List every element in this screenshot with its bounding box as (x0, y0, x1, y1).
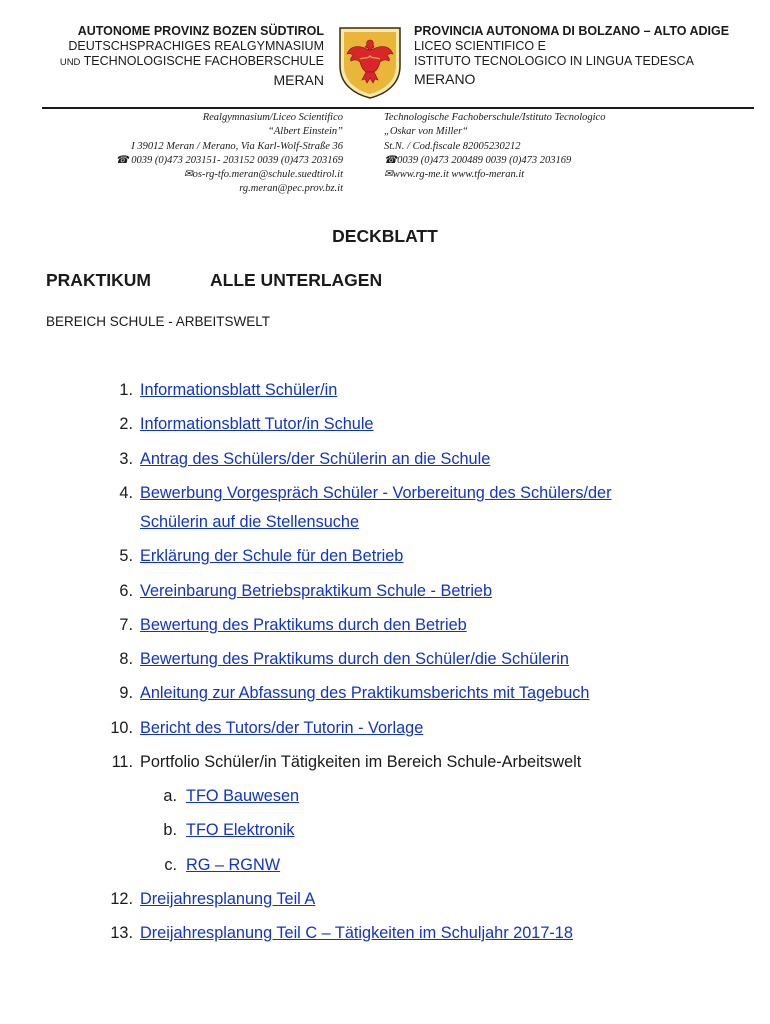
list-item-number: a. (163, 787, 177, 805)
list-item-number: 8. (119, 650, 133, 668)
header-province-it: PROVINCIA AUTONOMA DI BOLZANO – ALTO ADIGE (414, 24, 730, 38)
list-item-number: 2. (119, 415, 133, 433)
document-link-continued[interactable]: Schülerin auf die Stellensuche (140, 513, 360, 531)
subtitle-praktikum: PRAKTIKUM (46, 270, 151, 290)
address-line: „Oskar von Miller“ (384, 126, 468, 138)
document-link[interactable]: Bewerbung Vorgespräch Schüler - Vorbereitung des Schülers/der (140, 484, 612, 502)
header-school-de-line1: DEUTSCHSPRACHIGES REALGYMNASIUM (68, 39, 324, 53)
header-divider (42, 107, 754, 109)
address-email[interactable]: ✉os-rg-tfo.meran@schule.suedtirol.it (183, 169, 343, 181)
list-item-number: 12. (110, 890, 133, 908)
header-city-de: MERAN (273, 72, 324, 88)
list-item-number: 3. (119, 450, 133, 468)
header-german (40, 24, 324, 89)
address-phone: ☎0039 (0)473 200489 0039 (0)473 203169 (384, 154, 572, 166)
document-link[interactable]: Dreijahresplanung Teil C – Tätigkeiten im Schuljahr 2017-18 (140, 924, 573, 942)
document-link[interactable]: Bewertung des Praktikums durch den Schüler/die Schülerin (140, 650, 569, 668)
list-item-number: 4. (119, 484, 133, 502)
document-link[interactable]: Informationsblatt Schüler/in (140, 381, 338, 399)
document-link[interactable]: Dreijahresplanung Teil A (140, 890, 316, 908)
list-item-number: 5. (119, 547, 133, 565)
list-item-number: 13. (110, 924, 133, 942)
list-item-number: 10. (110, 719, 133, 737)
document-link[interactable]: Informationsblatt Tutor/in Schule (140, 415, 374, 433)
document-link[interactable]: Erklärung der Schule für den Betrieb (140, 547, 404, 565)
list-item-number: c. (164, 856, 177, 874)
address-phone: ☎ 0039 (0)473 203151- 203152 0039 (0)473 203169 (115, 154, 343, 166)
list-item-number: 11. (111, 753, 133, 771)
header-und: UND (59, 57, 81, 68)
subtitle-alle-unterlagen: ALLE UNTERLAGEN (210, 270, 383, 290)
header-school-de-line2-rest: TECHNOLOGISCHE FACHOBERSCHULE (83, 54, 324, 68)
list-item-number: 6. (119, 582, 133, 600)
header-city-it: MERANO (414, 71, 476, 87)
address-tfo (384, 111, 724, 182)
document-link[interactable]: TFO Elektronik (186, 821, 295, 839)
document-link[interactable]: TFO Bauwesen (186, 787, 300, 805)
document-link[interactable]: Bewertung des Praktikums durch den Betrieb (140, 616, 467, 634)
header-school-it-line1: LICEO SCIENTIFICO E (414, 39, 546, 53)
address-line: Realgymnasium/Liceo Scientifico (202, 112, 343, 123)
list-item-text: Portfolio Schüler/in Tätigkeiten im Bereich Schule-Arbeitswelt (140, 753, 582, 771)
address-line: St.N. / Cod.fiscale 82005230212 (384, 140, 521, 152)
header-italian (414, 24, 754, 88)
address-line: Technologische Fachoberschule/Istituto Tecnologico (384, 112, 606, 123)
address-web[interactable]: ✉www.rg-me.it www.tfo-meran.it (384, 169, 525, 181)
document-link[interactable]: Vereinbarung Betriebspraktikum Schule - Betrieb (140, 582, 493, 600)
address-realgymnasium (60, 111, 343, 197)
header-school-it-line2: ISTITUTO TECNOLOGICO IN LINGUA TEDESCA (414, 54, 694, 68)
list-item-number: 9. (119, 684, 133, 702)
header-province-de: AUTONOME PROVINZ BOZEN SÜDTIROL (77, 24, 324, 38)
list-item-number: b. (163, 821, 177, 839)
eagle-coat-of-arms-icon (338, 26, 402, 100)
address-line: “Albert Einstein” (268, 126, 343, 138)
document-link[interactable]: Antrag des Schülers/der Schülerin an die Schule (140, 450, 491, 468)
list-item-number: 1. (119, 381, 133, 399)
document-link[interactable]: Bericht des Tutors/der Tutorin - Vorlage (140, 719, 424, 737)
area-label: BEREICH SCHULE - ARBEITSWELT (46, 314, 271, 329)
header-school-de-line2 (40, 54, 324, 70)
address-line: I 39012 Meran / Merano, Via Karl-Wolf-Straße 36 (131, 140, 343, 152)
list-item-number: 7. (119, 616, 133, 634)
page-title: DECKBLATT (332, 226, 438, 246)
document-link[interactable]: RG – RGNW (186, 856, 281, 874)
document-link[interactable]: Anleitung zur Abfassung des Praktikumsberichts mit Tagebuch (140, 684, 590, 702)
address-pec[interactable]: rg.meran@pec.prov.bz.it (239, 183, 343, 195)
